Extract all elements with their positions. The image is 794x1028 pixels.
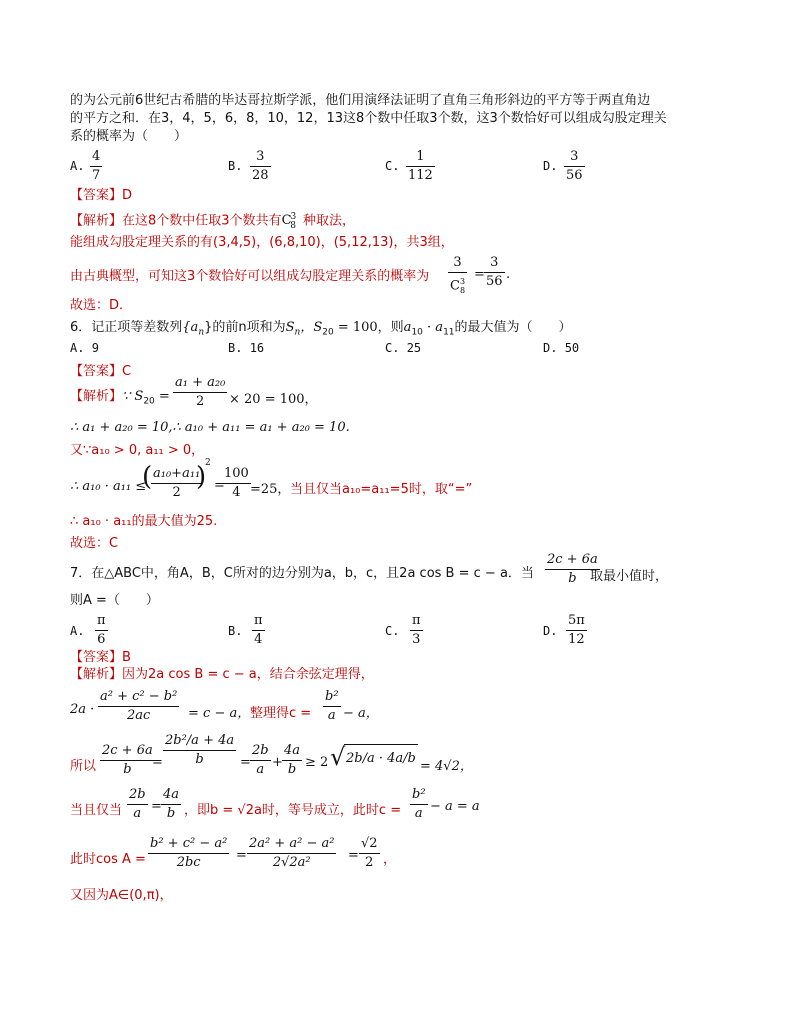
q7-answer <box>70 649 131 666</box>
q7-stem-num: 2c + 6a <box>547 552 598 567</box>
q6-s4-result: =25， <box>250 482 291 497</box>
q6-product: a <box>403 320 412 335</box>
q6-s1-post-text: × 20 = 100， <box>229 392 318 407</box>
q6-condition: ，S <box>300 320 323 335</box>
q7-p5-pre: 此时cos A = <box>70 852 146 867</box>
q7-p3-f2-den: b <box>195 752 204 767</box>
equals-sign: = <box>236 848 247 863</box>
q6-sum-symbol: S <box>285 320 295 335</box>
left-paren: ( <box>142 462 153 492</box>
q7-p3-f4-num: 4a <box>284 743 301 758</box>
q7-p5-frac2 <box>247 836 336 871</box>
q5-option-c-label: C. <box>385 159 400 173</box>
q7-p2-pre: 2a · <box>70 702 95 717</box>
q7-p5-den2: 2√2a² <box>272 855 311 870</box>
q7-p3-result: = 4√2， <box>420 759 473 774</box>
answer-value: D <box>122 188 133 203</box>
q7-option-a-num: π <box>97 613 106 628</box>
q7-p4-num: 2b <box>129 787 146 802</box>
q7-p3-frac1 <box>100 743 155 778</box>
equals-sign: = <box>348 848 359 863</box>
q7-p5-num3: √2 <box>361 836 378 851</box>
comb-symbol: C <box>281 213 292 229</box>
q7-option-d-num: 5π <box>568 613 585 628</box>
q7-option-b-den: 4 <box>254 632 263 647</box>
q5-stem-line3: 系的概率为（ ） <box>70 129 188 144</box>
equals-sign: = <box>152 755 163 770</box>
q6-answer <box>70 363 131 380</box>
q7-stem-line2: 则A =（ ） <box>70 593 159 608</box>
q7-p5-den: 2bc <box>176 855 201 870</box>
answer-tag: 【答案】 <box>70 364 123 379</box>
q7-p3-f3-den: a <box>256 762 265 777</box>
q7-p3-f4-den: b <box>287 762 297 777</box>
q6-stem-mid: }的前n项和为 <box>204 320 286 335</box>
q6-s1-num: a₁ + a₂₀ <box>175 375 226 390</box>
q5-option-c-value <box>406 149 435 184</box>
q6-option-c <box>385 341 421 355</box>
q5-prob-result <box>484 255 505 290</box>
q5-option-c-num: 1 <box>416 149 425 164</box>
q7-p3-pre: 所以 <box>70 759 97 774</box>
q7-p4-den: a <box>133 806 142 821</box>
q5-option-c-den: 112 <box>408 168 433 183</box>
q7-p2-end: − a， <box>343 706 379 721</box>
q6-option-c-label: C. <box>385 341 400 355</box>
right-paren: ) <box>196 462 207 492</box>
q7-p3-frac4 <box>282 743 302 778</box>
q5-option-a-label: A. <box>70 159 85 173</box>
q7-p5-frac3 <box>359 836 380 871</box>
q6-s4-tail: 当且仅当a₁₀=a₁₁=5时，取“=” <box>290 482 473 497</box>
q5-option-a-den: 7 <box>92 168 101 183</box>
period: . <box>506 267 511 282</box>
q6-s1-post <box>229 388 318 407</box>
q5-option-a-num: 4 <box>92 149 101 164</box>
q7-option-a-label: A. <box>70 624 85 638</box>
q7-p3-f3-num: 2b <box>252 743 269 758</box>
q6-s4-num2: 100 <box>224 466 249 481</box>
q7-analysis-line6: 又因为A∈(0,π)， <box>70 888 173 903</box>
q5-prob-num: 3 <box>453 255 462 270</box>
answer-value: C <box>122 364 132 379</box>
q6-option-c-value: 25 <box>406 341 422 355</box>
q7-p3-f1-den: b <box>123 762 132 777</box>
q7-p4-den2: b <box>166 806 176 821</box>
q6-option-b <box>228 341 264 355</box>
q7-p2-eq: = c − a， <box>188 706 251 721</box>
q7-option-d-den: 12 <box>568 632 585 647</box>
q6-s4-den: 2 <box>172 485 181 500</box>
q7-p3-frac2 <box>163 733 236 768</box>
q5-prob-result-num: 3 <box>490 255 499 270</box>
q6-option-d-value: 50 <box>564 341 580 355</box>
equals-sign: = <box>151 799 162 814</box>
q7-p4-frac2 <box>161 787 181 822</box>
q7-option-a-value <box>95 613 108 648</box>
q6-stem-end: 的最大值为（ ） <box>454 320 572 335</box>
q5-analysis-text: 在这8个数中任取3个数共有 <box>122 213 282 229</box>
q7-p2-mid: 整理得c = <box>250 706 312 721</box>
q5-option-b-num: 3 <box>256 149 265 164</box>
q7-p4-pre: 当且仅当 <box>70 803 123 818</box>
q5-option-a-value <box>90 149 102 184</box>
q7-option-c-value <box>410 613 423 648</box>
answer-tag: 【答案】 <box>70 188 123 203</box>
q5-conclusion: 故选：D． <box>70 298 133 313</box>
q7-option-b-num: π <box>254 613 263 628</box>
q5-analysis-line2: 能组成勾股定理关系的有(3,4,5)，(6,8,10)，(5,12,13)，共3组， <box>70 235 454 250</box>
q6-option-b-label: B. <box>228 341 243 355</box>
q6-option-a-label: A. <box>70 341 85 355</box>
q5-option-b-value <box>250 149 271 184</box>
q6-s1-eq: = <box>154 389 170 404</box>
q7-p4-num2: 4a <box>163 787 180 802</box>
analysis-tag: 【解析】 <box>70 213 123 229</box>
answer-value: B <box>122 650 131 665</box>
q6-analysis-line2: ∴ a₁ + a₂₀ = 10,∴ a₁₀ + a₁₁ = a₁ + a₂₀ = 10. <box>70 420 350 435</box>
q7-option-b-value <box>252 613 265 648</box>
q7-p3-root: 2b/a · 4a/b <box>344 744 418 773</box>
q7-p5-frac1 <box>148 836 229 871</box>
q5-option-d-value <box>564 149 585 184</box>
q6-condition-value: = 100，则 <box>333 320 404 335</box>
q7-p5-end: ， <box>383 852 397 867</box>
comb-sub: 8 <box>290 220 296 231</box>
q6-s1-pre: ∵ S <box>122 389 144 404</box>
q7-p4-num3: b² <box>412 787 426 802</box>
q5-option-b-label: B. <box>228 159 243 173</box>
q6-s1-fraction <box>173 375 227 410</box>
q7-p3-frac3 <box>250 743 271 778</box>
q6-conclusion: 故选：C <box>70 536 119 551</box>
q5-option-d-den: 56 <box>566 168 583 183</box>
q7-p4-end: − a = a <box>430 799 480 814</box>
q5-prob-den: C <box>450 278 460 294</box>
analysis-tag: 【解析】 <box>70 389 123 404</box>
q7-option-c-num: π <box>412 613 421 628</box>
q5-analysis-line1 <box>70 209 355 235</box>
q6-option-b-value: 16 <box>249 341 265 355</box>
q6-s4-den2: 4 <box>232 485 241 500</box>
equals-sign: = <box>474 267 485 282</box>
q5-option-b-den: 28 <box>252 168 269 183</box>
q7-p5-num: b² + c² − a² <box>150 836 228 851</box>
q6-s4-fraction2 <box>222 466 251 501</box>
q6-option-d <box>543 341 579 355</box>
q6-option-a-value: 9 <box>91 341 99 355</box>
q5-stem-line2: 的平方之和．在3，4，5，6，8，10，12，13这8个数中任取3个数，这3个数恰好可以组成勾股定理关 <box>70 111 667 126</box>
q5-answer <box>70 187 132 204</box>
analysis-tag: 【解析】 <box>70 667 123 682</box>
q7-p5-num2: 2a² + a² − a² <box>249 836 335 851</box>
q7-p3-f2-num: 2b²/a + 4a <box>165 733 235 748</box>
equals-sign: = <box>214 478 225 493</box>
q6-analysis-line4 <box>70 478 146 495</box>
sqrt-symbol: √ <box>330 743 346 771</box>
q7-p4-den3: a <box>414 806 423 821</box>
q6-stem: 6．记正项等差数列$\{a_n\}$的前n项和为$S_n$，$S_{20} = 100$，则$a_{10} \cdot a_{11}$的最大值为（ ） <box>70 320 572 338</box>
answer-tag: 【答案】 <box>70 650 123 665</box>
q7-p2-num: a² + c² − b² <box>100 689 178 704</box>
q6-s1-den: 2 <box>196 394 205 409</box>
q7-option-a-den: 6 <box>97 632 106 647</box>
q6-stem-text: 6．记正项等差数列 <box>70 320 183 335</box>
q6-option-a <box>70 341 99 355</box>
q6-option-d-label: D. <box>543 341 558 355</box>
q5-stem-line1: 的为公元前6世纪古希腊的毕达哥拉斯学派，他们用演绎法证明了直角三角形斜边的平方等于两直角边 <box>70 93 651 108</box>
q6-analysis-line5: ∴ a₁₀ · a₁₁的最大值为25. <box>70 514 218 529</box>
q5-analysis-text-end: 种取法， <box>302 213 355 229</box>
q7-option-d-value <box>566 613 587 648</box>
q7-p5-den3: 2 <box>365 855 374 870</box>
q7-stem-line1 <box>70 565 534 582</box>
q7-p3-f1-num: 2c + 6a <box>102 743 153 758</box>
q7-p2-num2: b² <box>325 689 339 704</box>
q5-analysis-text: 由古典概型，可知这3个数恰好可以组成勾股定理关系的概率为 <box>70 269 430 284</box>
equals-sign: = <box>240 755 251 770</box>
q6-s4-fraction <box>151 466 202 501</box>
q7-option-c-label: C. <box>385 624 400 638</box>
q7-option-c-den: 3 <box>412 632 421 647</box>
q5-prob-result-den: 56 <box>486 274 503 289</box>
q7-p2-fraction2 <box>323 689 341 724</box>
q7-option-d-label: D. <box>543 624 558 638</box>
q5-analysis-line3 <box>70 268 429 285</box>
q7-p4-frac1 <box>127 787 148 822</box>
q7-stem-den: b <box>568 571 577 586</box>
comb-sup: 3 <box>290 212 297 222</box>
q5-prob-fraction: 3 $C^3_8$ <box>450 255 466 295</box>
q7-p4-frac3 <box>410 787 428 822</box>
q7-stem-text: 7．在△ABC中，角A，B，C所对的边分别为a，b，c，且2a cos B = c − a．当 <box>70 566 534 581</box>
q7-p2-den2: a <box>327 708 336 723</box>
q7-p2-den: 2ac <box>127 708 151 723</box>
q6-s4-pre: ∴ a₁₀ · a₁₁ ≤ <box>70 479 147 494</box>
q5-option-d-num: 3 <box>570 149 579 164</box>
q5-option-d-label: D. <box>543 159 558 173</box>
q7-p4-mid: ，即b = √2a时，等号成立，此时c = <box>184 803 402 818</box>
q7-p2-fraction <box>98 689 179 724</box>
q6-s4-num: a₁₀+a₁₁ <box>153 466 201 481</box>
q6-analysis-line1: 【解析】∵ $S_{20}$ = <box>70 389 170 407</box>
q6-seq: {a <box>182 320 199 335</box>
q7-p3-ge: ≥ 2 <box>305 755 329 770</box>
q7-analysis-line1 <box>70 666 374 683</box>
q6-s4-power: 2 <box>205 458 211 468</box>
plus-sign: + <box>272 755 283 770</box>
q6-analysis-line3: 又∵a₁₀ > 0, a₁₁ > 0， <box>70 443 205 458</box>
q7-p1: 因为2a cos B = c − a，结合余弦定理得， <box>122 667 374 682</box>
q7-option-b-label: B. <box>228 624 243 638</box>
q7-stem-post: 取最小值时， <box>590 569 669 584</box>
